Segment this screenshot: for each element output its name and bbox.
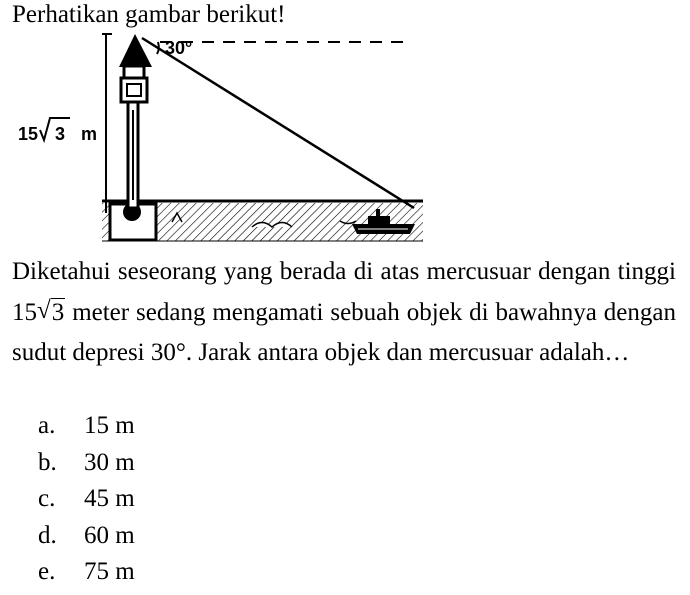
answer-options [38,408,135,591]
option-a: a. 15 m [38,412,135,439]
line-of-sight [142,38,414,208]
option-e: e. 75 m [38,558,135,585]
height-radicand: 3 [55,124,66,144]
height-expression-radicand: 3 [51,298,65,326]
height-label [18,118,97,144]
angle-label: 30° [165,38,193,58]
height-coef: 15 [18,124,39,144]
option-c: c. 45 m [38,485,135,512]
question-part1: Diketahui seseorang yang berada di atas mercusuar dengan tinggi [12,258,676,285]
intro-text: Perhatikan gambar berikut! [12,1,286,28]
question-text [12,252,676,374]
height-expression-coef: 15 [12,298,37,326]
height-unit: m [81,124,98,144]
option-b: b. 30 m [38,448,135,476]
option-d: d. 60 m [38,521,135,549]
lighthouse-figure [0,0,690,250]
question-part2: meter sedang mengamati sebuah objek di bawahnya dengan sudut depresi 30°. Jarak antara objek dan mercusuar adalah… [12,298,677,366]
height-expression: 15 √ 3 [12,297,65,326]
lighthouse-icon [110,34,156,240]
